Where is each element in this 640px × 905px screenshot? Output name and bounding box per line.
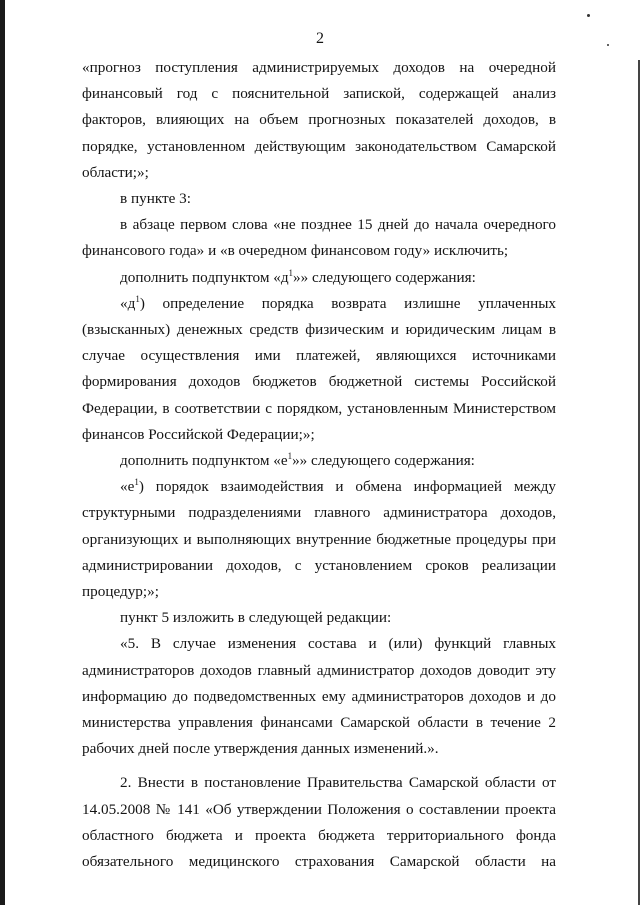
superscript: 1: [134, 477, 139, 488]
superscript: 1: [287, 450, 293, 461]
paragraph-text: в абзаце первом слова «не позднее 15 дней до начала очередного финансового года» и «в очередном финансовом году» исключить;: [82, 216, 556, 260]
paragraph-text-before: дополнить подпунктом «д: [120, 268, 289, 286]
paragraph-text: пункт 5 изложить в следующей редакции:: [120, 609, 392, 627]
paragraph-item-5-text: [82, 631, 556, 762]
paragraph-d1-text: [82, 291, 556, 448]
paragraph-text-after: ) порядок взаимодействия и обмена информацией между структурными подразделениями главного администратора доходов, организующих и выполняющих внутренние бюджетные процедуры при администрировании доходов, с установлением сроков реализации процедур;»;: [82, 478, 556, 601]
paragraph-add-d1: [82, 265, 556, 291]
superscript: 1: [288, 267, 294, 278]
paragraph-text-before: «е: [120, 478, 135, 496]
paragraph-text: в пункте 3:: [120, 190, 191, 208]
paragraph-text-after: »» следующего содержания:: [293, 268, 476, 286]
paragraph-quote-forecast: [82, 55, 556, 186]
paragraph-text-before: дополнить подпунктом «е: [120, 452, 288, 470]
paragraph-text-before: «д: [120, 294, 136, 312]
paragraph-text: 2. Внести в постановление Правительства Самарской области от 14.05.2008 № 141 «Об утверждении Положения о составлении проекта областного бюджета и проекта бюджета территориального фонда обязательного медицинского страхования Самарской области на: [82, 774, 556, 871]
scan-speck: [587, 14, 590, 17]
paragraph-text-after: ) определение порядка возврата излишне уплаченных (взысканных) денежных средств физическим и юридическим лицам в случае осуществления ими платежей, являющихся источниками формирования доходов бюджетов бюджетной системы Российской Федерации, в соответствии с порядком, установленным Министерством финансов Российской Федерации;»;: [82, 294, 556, 443]
paragraph-first-abzac: [82, 212, 556, 264]
paragraph-text: «5. В случае изменения состава и (или) функций главных администраторов доходов главный администратор доходов доводит эту информацию до подведомственных ему администраторов доходов и до министерства управления финансами Самарской области в течение 2 рабочих дней после утверждения данных изменений.».: [82, 635, 556, 758]
document-text: [82, 55, 556, 875]
paragraph-add-e1: [82, 448, 556, 474]
paragraph-text: «прогноз поступления администрируемых доходов на очередной финансовый год с пояснительной запиской, содержащей анализ факторов, влияющих на объем прогнозных показателей доходов, в порядке, установленном действующим законодательством Самарской области;»;: [82, 59, 556, 181]
page-number: 2: [316, 30, 324, 47]
paragraph-item-5: [82, 605, 556, 631]
paragraph-text-after: »» следующего содержания:: [292, 452, 475, 470]
paragraph-item-3: [82, 186, 556, 212]
superscript: 1: [135, 293, 140, 304]
paragraph-e1-text: [82, 474, 556, 605]
scan-edge-left: [0, 0, 5, 905]
paragraph-section-2: [82, 770, 556, 875]
